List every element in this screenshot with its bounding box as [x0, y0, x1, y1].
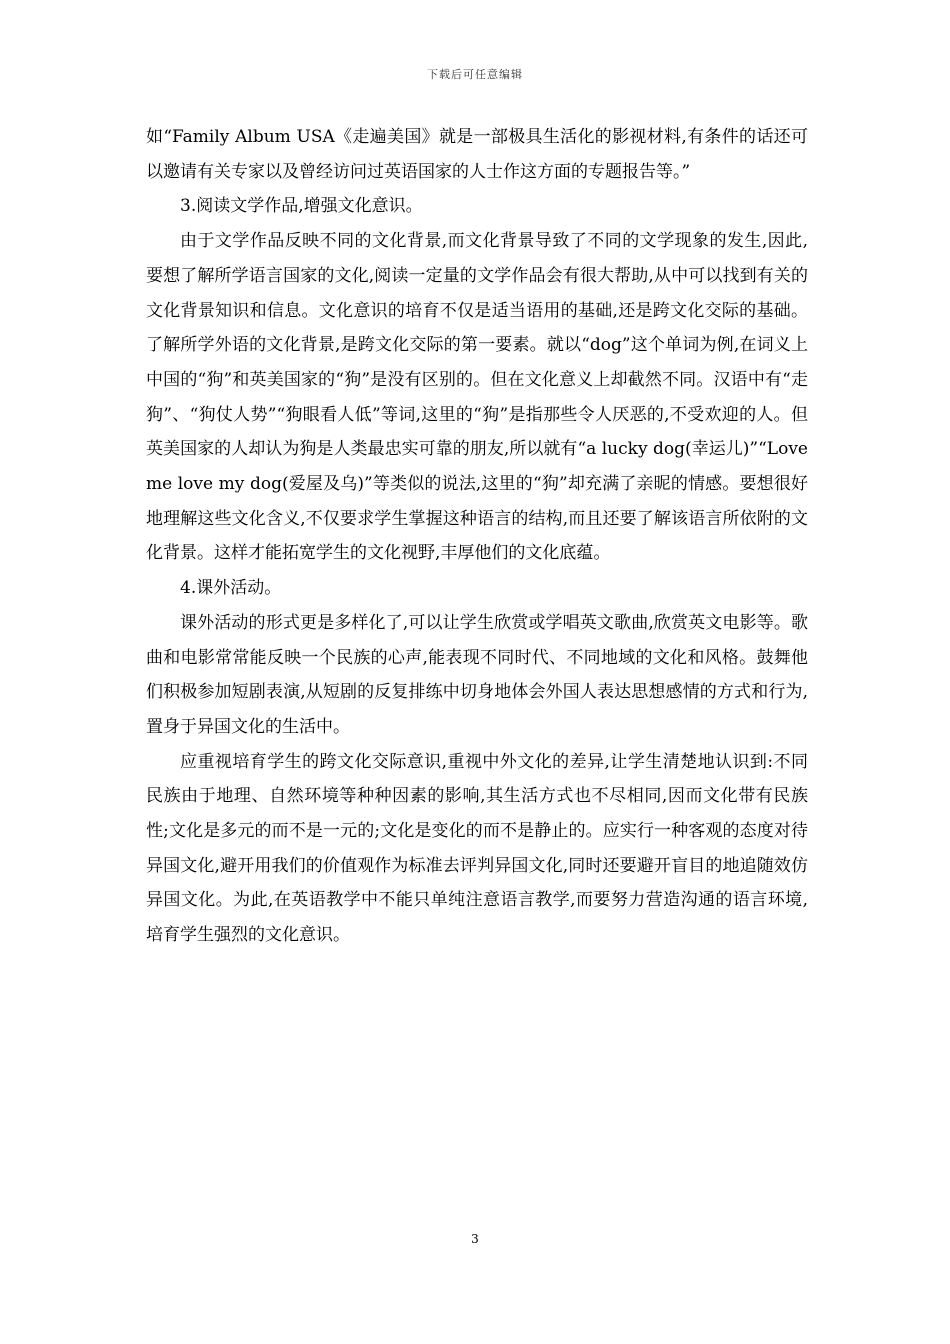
section-heading-4: 4.课外活动。	[180, 578, 282, 599]
page-header: 下载后可任意编辑	[427, 68, 523, 81]
page-number: 3	[471, 1232, 479, 1246]
paragraph-conclusion: 应重视培育学生的跨文化交际意识,重视中外文化的差异,让学生清楚地认识到:不同民族由于地理、自然环境等种种因素的影响,其生活方式也不尽相同,因而文化带有民族性;文化是多元的而不是一元的;文化是变化的而不是静止的。应实行一种客观的态度对待异国文化,避开用我们的价值观作为标准去评判异国文化,同时还要避开盲目的地追随效仿异国文化。为此,在英语教学中不能只单纯注意语言教学,而要努力营造沟通的语言环境,培育学生强烈的文化意识。	[146, 751, 808, 946]
document-body	[146, 120, 808, 953]
paragraph-continuation: 如“Family Album USA《走遍美国》就是一部极具生活化的影视材料,有条件的话还可以邀请有关专家以及曾经访问过英语国家的人士作这方面的专题报告等。”	[146, 127, 808, 182]
paragraph-activities: 课外活动的形式更是多样化了,可以让学生欣赏或学唱英文歌曲,欣赏英文电影等。歌曲和电影常常能反映一个民族的心声,能表现不同时代、不同地域的文化和风格。鼓舞他们积极参加短剧表演,从短剧的反复排练中切身地体会外国人表达思想感情的方式和行为,置身于异国文化的生活中。	[146, 612, 808, 737]
section-heading-3: 3.阅读文学作品,增强文化意识。	[180, 196, 423, 217]
paragraph-literature: 由于文学作品反映不同的文化背景,而文化背景导致了不同的文学现象的发生,因此,要想了解所学语言国家的文化,阅读一定量的文学作品会有很大帮助,从中可以找到有关的文化背景知识和信息。文化意识的培育不仅是适当语用的基础,还是跨文化交际的基础。了解所学外语的文化背景,是跨文化交际的第一要素。就以“dog”这个单词为例,在词义上中国的“狗”和英美国家的“狗”是没有区别的。但在文化意义上却截然不同。汉语中有“走狗”、“狗仗人势”“狗眼看人低”等词,这里的“狗”是指那些令人厌恶的,不受欢迎的人。但英美国家的人却认为狗是人类最忠实可靠的朋友,所以就有“a lucky dog(幸运儿)”“Love me love my dog(爱屋及乌)”等类似的说法,这里的“狗”却充满了亲昵的情感。要想很好地理解这些文化含义,不仅要求学生掌握这种语言的结构,而且还要了解该语言所依附的文化背景。这样才能拓宽学生的文化视野,丰厚他们的文化底蕴。	[146, 231, 808, 564]
